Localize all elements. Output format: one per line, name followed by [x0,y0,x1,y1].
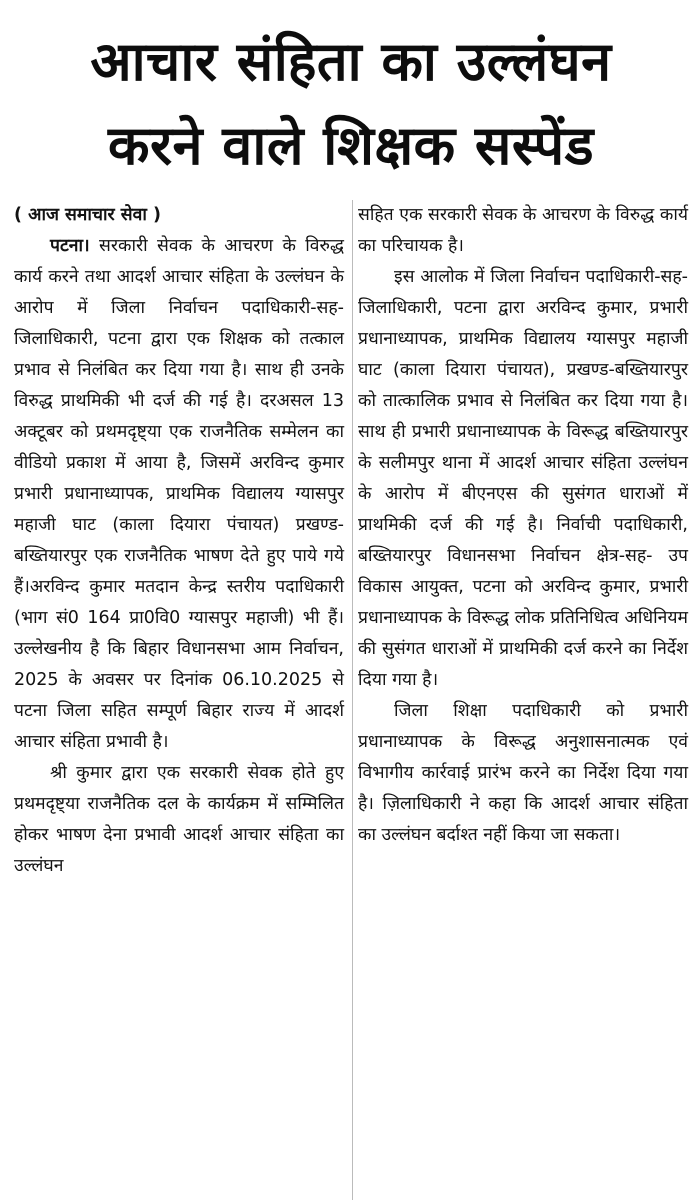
article-paragraph: श्री कुमार द्वारा एक सरकारी सेवक होते हुए प्रथमदृष्ट्या राजनैतिक दल के कार्यक्रम में सम्मिलित होकर भाषण देना प्रभावी आदर्श आचार संहिता का उल्लंघन [14,763,344,876]
headline-line-2: करने वाले शिक्षक सस्पेंड [107,114,595,177]
news-agency-credit: ( आज समाचार सेवा ) [14,205,161,225]
article-paragraph: सहित एक सरकारी सेवक के आचरण के विरुद्ध कार्य का परिचायक है। [358,205,688,256]
headline [10,20,692,188]
article-column-left [14,200,344,1200]
article-body [14,200,688,1200]
paragraph-text: सरकारी सेवक के आचरण के विरुद्ध कार्य करने तथा आदर्श आचार संहिता के उल्लंघन के आरोप में जिला निर्वाचन पदाधिकारी-सह-जिलाधिकारी, पटना द्वारा एक शिक्षक को तत्काल प्रभाव से निलंबित कर दिया गया है। साथ ही उनके विरुद्ध प्राथमिकी भी दर्ज की गई है। दरअसल 13 अक्टूबर को प्रथमदृष्ट्या एक राजनैतिक सम्मेलन का वीडियो प्रकाश में आया है, जिसमें अरविन्द कुमार प्रभारी प्रधानाध्यापक, प्राथमिक विद्यालय ग्यासपुर महाजी घाट (काला दियारा पंचायत) प्रखण्ड-बख्तियारपुर एक राजनैतिक भाषण देते हुए पाये गये हैं।अरविन्द कुमार मतदान केन्द्र स्तरीय पदाधिकारी (भाग सं0 164 प्रा0वि0 ग्यासपुर महाजी) भी हैं। उल्लेखनीय है कि बिहार विधानसभा आम निर्वाचन, 2025 के अवसर पर दिनांक 06.10.2025 से पटना जिला सहित सम्पूर्ण बिहार राज्य में आदर्श आचार संहिता प्रभावी है। [14,236,344,752]
article-paragraph: इस आलोक में जिला निर्वाचन पदाधिकारी-सह-जिलाधिकारी, पटना द्वारा अरविन्द कुमार, प्रभारी प्रधानाध्यापक, प्राथमिक विद्यालय ग्यासपुर महाजी घाट (काला दियारा पंचायत), प्रखण्ड-बख्तियारपुर को तात्कालिक प्रभाव से निलंबित कर दिया गया है। साथ ही प्रभारी प्रधानाध्यापक के विरूद्ध बख्तियारपुर के सलीमपुर थाना में आदर्श आचार संहिता उल्लंघन के आरोप में बीएनएस की सुसंगत धाराओं में प्राथमिकी दर्ज की गई है। निर्वाची पदाधिकारी, बख्तियारपुर विधानसभा निर्वाचन क्षेत्र-सह- उप विकास आयुक्त, पटना को अरविन्द कुमार, प्रभारी प्रधानाध्यापक के विरूद्ध लोक प्रतिनिधित्व अधिनियम की सुसंगत धाराओं में प्राथमिकी दर्ज करने का निर्देश दिया गया है। [358,267,688,690]
article-paragraph: जिला शिक्षा पदाधिकारी को प्रभारी प्रधानाध्यापक के विरूद्ध अनुशासनात्मक एवं विभागीय कार्रवाई प्रारंभ करने का निर्देश दिया गया है। ज़िलाधिकारी ने कहा कि आदर्श आचार संहिता का उल्लंघन बर्दाश्त नहीं किया जा सकता। [358,701,688,845]
dateline: पटना। [50,236,90,256]
article-column-right [358,200,688,1200]
headline-line-1: आचार संहिता का उल्लंघन [90,30,612,93]
article-paragraph [14,231,344,758]
